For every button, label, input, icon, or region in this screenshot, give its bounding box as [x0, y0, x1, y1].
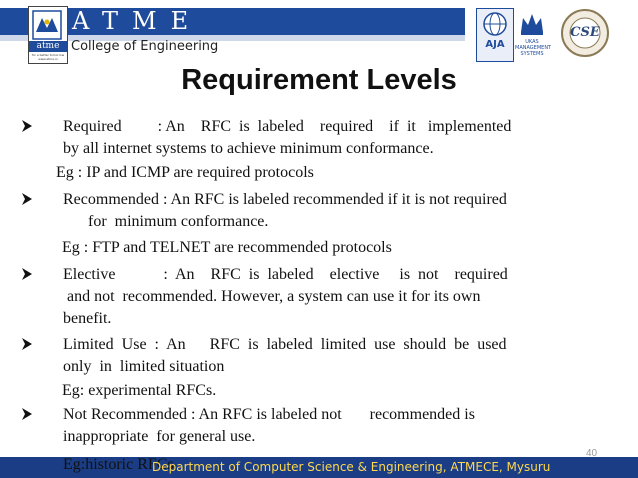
body-line: benefit.: [63, 310, 112, 327]
header-band-accent: [0, 35, 465, 41]
arrow-bullet-icon: [22, 408, 32, 420]
body-line: only in limited situation: [63, 358, 225, 375]
page-number: 40: [586, 448, 598, 459]
body-line: Eg:historic RFCs: [63, 456, 174, 473]
aja-label: AJA: [485, 39, 505, 50]
ukas-label: UKAS MANAGEMENT SYSTEMS: [515, 39, 552, 57]
college-emblem-icon: [32, 10, 62, 40]
college-name: College of Engineering: [71, 39, 219, 54]
arrow-bullet-icon: [22, 120, 32, 132]
slide-title: Requirement Levels: [181, 64, 457, 96]
body-line: Eg : IP and ICMP are required protocols: [56, 164, 314, 181]
body-line: Not Recommended : An RFC is labeled not recommended is: [63, 406, 475, 423]
arrow-bullet-icon: [22, 193, 32, 205]
body-line: inappropriate for general use.: [63, 428, 256, 445]
college-letters: ATME: [72, 7, 203, 35]
arrow-bullet-icon: [22, 338, 32, 350]
college-logo: [28, 6, 68, 64]
globe-icon: [477, 9, 513, 39]
footer-department: Department of Computer Science & Engineering, ATMECE, Mysuru: [152, 460, 551, 474]
logo-word: atme: [29, 41, 67, 52]
body-line: and not recommended. However, a system can use it for its own: [67, 288, 481, 305]
body-line: for minimum conformance.: [88, 213, 269, 230]
arrow-bullet-icon: [22, 268, 32, 280]
crown-icon: [515, 8, 549, 38]
aja-certification-badge: [476, 8, 514, 62]
body-line: by all internet systems to achieve minimum conformance.: [63, 140, 434, 157]
body-line: Eg: experimental RFCs.: [62, 382, 217, 399]
body-line: Required : An RFC is labeled required if it implemented: [63, 118, 512, 135]
logo-tagline: for a better tomorrow www.atme.in: [31, 53, 65, 61]
body-line: Eg : FTP and TELNET are recommended protocols: [62, 239, 392, 256]
cse-label: CSE: [570, 25, 600, 40]
body-line: Limited Use : An RFC is labeled limited use should be used: [63, 336, 507, 353]
body-line: Recommended : An RFC is labeled recommended if it is not required: [63, 191, 507, 208]
cse-department-badge: [560, 8, 610, 58]
ukas-certification-badge: [515, 8, 552, 60]
header-band: [0, 8, 465, 35]
body-line: Elective : An RFC is labeled elective is not required: [63, 266, 508, 283]
